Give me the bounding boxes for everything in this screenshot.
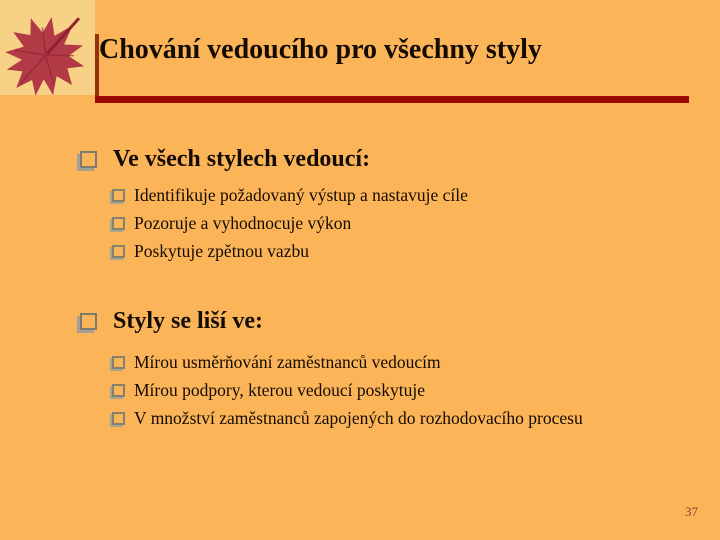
section-1-items [112, 181, 468, 265]
list-item-label: Mírou usměrňování zaměstnanců vedoucím [134, 351, 441, 372]
square-bullet-icon [112, 412, 125, 425]
list-item-label: Poskytuje zpětnou vazbu [134, 240, 309, 261]
list-item [112, 181, 468, 209]
title-divider-line [95, 96, 689, 103]
square-bullet-icon [80, 313, 97, 330]
list-item [112, 209, 468, 237]
list-item [112, 404, 583, 432]
square-bullet-icon [80, 151, 97, 168]
section-1-heading-row [80, 144, 370, 174]
slide-title: Chování vedoucího pro všechny styly [99, 34, 542, 65]
square-bullet-icon [112, 384, 125, 397]
list-item-label: Mírou podpory, kterou vedoucí poskytuje [134, 379, 425, 400]
section-2-items [112, 348, 583, 432]
page-number: 37 [685, 504, 698, 519]
list-item-label: V množství zaměstnanců zapojených do rozhodovacího procesu [134, 407, 583, 428]
square-bullet-icon [112, 217, 125, 230]
list-item [112, 237, 468, 265]
list-item-label: Pozoruje a vyhodnocuje výkon [134, 212, 352, 233]
list-item [112, 376, 583, 404]
square-bullet-icon [112, 356, 125, 369]
title-divider-corner [95, 34, 99, 103]
section-heading: Styly se liší ve: [113, 307, 263, 334]
list-item-label: Identifikuje požadovaný výstup a nastavuje cíle [134, 184, 468, 205]
header-corner-box [0, 0, 95, 95]
square-bullet-icon [112, 245, 125, 258]
square-bullet-icon [112, 189, 125, 202]
section-2-heading-row [80, 306, 263, 336]
maple-leaf-icon [1, 6, 93, 98]
list-item [112, 348, 583, 376]
section-heading: Ve všech stylech vedoucí: [113, 145, 371, 172]
